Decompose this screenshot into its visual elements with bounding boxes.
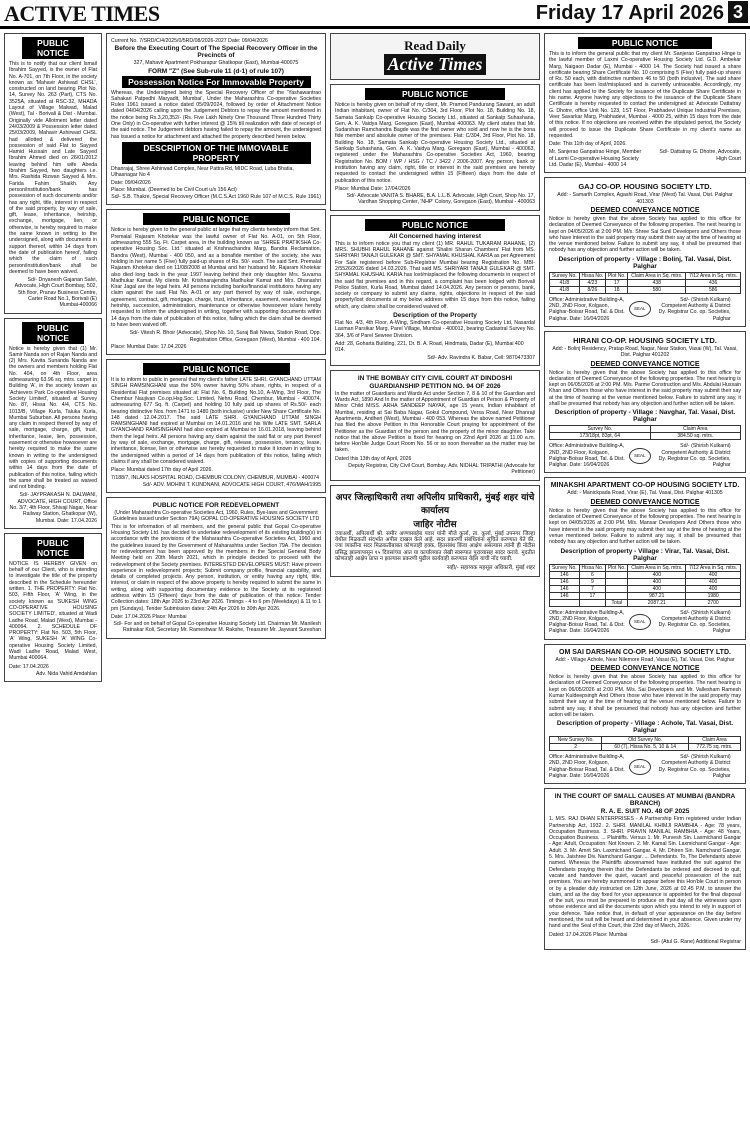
notice-form: FORM "Z" (See Sub-rule 11 (d-1) of rule 107) <box>148 67 284 75</box>
society-address: Add: - Manickpada Road, Virar (E), Tal. Vasai, Dist. Palghar 401305 <box>567 490 723 497</box>
suit-number: R. A. E. SUIT NO. 48 OF 2025 <box>600 808 690 816</box>
property-description: Dhanrajaj, Shree Ashirwad Complex, Near Pattra Rd, MIDC Road, Luba Bhatia, Ulhasnagar No 4 <box>111 165 294 179</box>
property-table <box>549 425 741 440</box>
notice-place: Place: Mumbai Date: 17.04.2026 <box>111 343 187 350</box>
table-cell: 400 <box>686 585 741 592</box>
notice-date: Date: 09/04/2026 <box>111 179 151 186</box>
society-address: Add: - Samarth Complex, Agashi Road, Virar (West) Tal. Vasai, Dist. Palghar 401303 <box>557 192 733 205</box>
table-cell: 18 <box>606 286 628 293</box>
notice-body: Notice is hereby given to the general public at large that my clients hereby inform that Smt. Premalal Rajaram Khotekar was the lawful owner of Flat No. A-01, on 5th Floor, admeasuring 555 Sq. Ft. Carpet area, in the building known as 'SHREE PRATIKSHA Co-operative Housing Soc. Ltd.' situated at Krishnachandra Marg, Bandra Reclamation, Bandra (West), Mumbai - 400 050, and as a bonafide member of the society, she was holding in her name 5 (Five) fully paid-up shares of Rs. 50/- each. The said Smt. Premalal Rajaram Khotekar died on 11/08/2008 at Mumbai and her husband Mr. Rajaram Khotekar also died long back in the year 1997 leaving behind their only daughter Mrs. Suvarna Madhukar Kamat. My clients Mr. Krishnarajendra Madhukar Kamat and Mrs. Dhanashri Kirar Jagal are the legal heirs. All persons including banks/financial institutions having any claim against the said Flat No. A-01 or any part thereof by way of sale, exchange, agreement, contract, gift, mortgage, charge, trust, inheritance, easement, reservation, legal heirship, succession, administration, maintenance or otherwise howsoever is/are hereby requested to inform the undersigned in writing, together with supporting documents within 14 days from the date of publication of this notice, failing which the claim shall be deemed to have been waived off. <box>111 227 321 328</box>
table-cell: 17 <box>579 592 605 599</box>
notice-title: PUBLIC NOTICE <box>143 363 290 375</box>
notice-subheading: 327, Mahavir Apartment Pokharapur Ghatkopar (East), Mumbai-400075 <box>133 60 299 67</box>
court-heading: IN THE COURT OF SMALL CAUSES AT MUMBAI (BANDRA BRANCH) <box>554 793 736 808</box>
table-cell: Plot No. <box>606 564 628 571</box>
notice-body: In the matter of Guardians and Wards Act under Section 7, 8 & 10 of the Guardian and Wards Act, 1890 And In the matter of Appointment of Guardian of Person & Property of Minor Child MISS. ARHA SANDEEP NAYAK, age 15 years, Indian inhabitant of Mumbai, residing at Sai Baba Nagar, Gokul Compound, Versa Road, Near Dhanraji Apartments, Andheri (West), Mumbai - 400 053. Whereas the above named Petitioner has filed the above Petition in this Honorable Court praying for appointment of the Petitioner as the Guardian of the person and the property of the minor daughter. Take notice that the above Petition is fixed for hearing on 22nd April 2026 at 11.00 a.m. before Hon'ble Judge Court Room No. 56 or so soon thereafter as the matter may be taken. <box>335 390 535 454</box>
table-cell: 2 <box>550 744 602 751</box>
notice-title: PUBLIC NOTICE <box>143 213 290 225</box>
notice-signature: Sd/- Vitesh R. Bhoir (Advocate), Shop No. 10, Suraj Bali Niwas, Station Road, Opp. Registration Office, Goregaon (West), Mumbai - 400 104. <box>129 330 321 343</box>
table-cell: Plot No. <box>606 272 628 279</box>
table-cell: 2700 <box>686 599 741 606</box>
marathi-notice <box>330 485 540 577</box>
notice-body: It is to inform to public in general that my client's father LATE SHRI. GYANCHAND UTTAM SINGH RAMSINGHANI was the 50% owner having 50% share, rights, in respect of a Residential Flat premises situated at: Flat No. 6, Building No.10, A-Wing, 3rd Floor, The Chembur Naujivan Co.op.Hsg.Soc. Limited, Nehru Road, Chembur, Mumbai - 400074, admeasuring 677 Sq. ft. (Carpet) and holding 10 fully paid up shares of Rs.50/- each bearing distinctive Nos. from 1471 to 1480 (both inclusive) under New Share Certificate No. 148 dated 12.04.2017. The said LATE SHRI. GYANCHAND UTTAM SINGH RAMSINGHANI had expired at Mumbai on 14.01.2016 and his Wife LATE SMT. SARLA GYANCHAND RAMSINGHANI had also expired at Mumbai on 16.01.2018, leaving behind them the legal heirs. All persons having any claim against the said flat or any part thereof by way of sale, exchange, mortgage, charge, gift, release, possession, tenancy, lease, inheritance, license, lien or otherwise are hereby requested to make it known in writing to the undersigned within a period of 14 days from publication of this notice, failing which claims if any shall be considered waived. <box>111 377 321 465</box>
table-cell <box>606 592 628 599</box>
property-table <box>549 272 741 294</box>
notice-body: This is for information of all members, and the general public that Gopal Co-operative Housing Society Ltd. has decided to undertake redevelopment of its existing building(s) in accordance with the provisions of the Maharashtra Co-operative Societies Act, 1960 and the guidelines issued by the Government of Maharashtra under Section 79A. The decision for redevelopment has been approved by the members in the Special General Body Meeting held on 20th March 2021, which in principle decided to proceed with the redevelopment of the Society premises. INTERESTED DEVELOPERS MUST: Have proven experience in redevelopment projects; Submit company profile, financial capability, and details of completed projects. Any person, institution, or entity having any right, title, interest, or claim in respect of the above property is hereby required to submit the same in writing, along with supporting documentary evidence to the Society at its registered address within 15 (Fifteen) days from the date of publication of this notice. Tender Collection dates: 18th Apr 2026 to 23rd Apr 2026. Timings - 4 to 6 pm (Weekdays) & 11 to 1 pm (Sundays). Tender Submission dates: 24th Apr 2026 to 30th Apr 2026. <box>111 523 321 612</box>
column-1 <box>4 33 102 1145</box>
notice-signature: Sd/- Advocate VANITA S. BHARE, B.A. L.L.B. Advocate, High Court, Shop No. 17, Vardhan Shopping Center, 'NHP' Colony, Goregaon (East), Mumbai - 400063 <box>346 193 535 206</box>
table-cell: 1980 <box>686 592 741 599</box>
table-cell: 400 <box>628 578 686 585</box>
table-cell: 146 <box>550 592 580 599</box>
table-cell: 60 (7), Hissa No. 5, 10 & 14 <box>602 744 689 751</box>
notice-title: DEEMED CONVEYANCE NOTICE <box>590 665 700 673</box>
notice-signature: Sd/- (Atul G. Rane) Additional Registrar <box>650 938 741 945</box>
notice-body: This is to inform the general public that my client Mr. Sanjerao Ganpatrao Hinge is the lawful member of Laxmi Co-operative Housing Society Ltd. G.D. Ambekar Marg, Naigaon Dadar (E), Mumbai - 4000 14. The Society had issued a share certificate bearing Share Certificate No. 10 comprising 5 (Five) fully paid-up shares of Rs. 50 each, with distinctive numbers 46 to 50 (both inclusive). The said share certificate has been lost/misplaced and is currently untraceable. Accordingly, my client has applied to the Society for issuance of the Duplicate Share Certificate in his name. Anyone having any objections to the issuance of the Duplicate Share Certificate is hereby requested to contact the undersigned at: Advocate Dattatray G. Dhotre, office Unit No. 123, 1ST Floor, Prabhadevi Unique Industrial Premises, Veer Savarkar Marg, Prabhadevi, Mumbai - 4000 25, within 15 days from the date of this notice. If no objections are received within the stipulated period, the Society will proceed to issue the Duplicate Share Certificate in my client's name as requested. <box>549 51 741 139</box>
notice-signature: Sd/- JAYPRAKASH N. DALWANI, ADVOCATE, HIGH COURT, Office No. 3/7, 4th Floor, Shivaji Nagar, Near Railway Station, Ghatkopar (W), Mumbai. Date: 17.04.2026 <box>9 492 97 524</box>
table-cell: Total <box>606 599 628 606</box>
notice-signature: Adv. Nida Vahid Amdahlan <box>36 670 97 677</box>
table-cell: 580 <box>628 286 686 293</box>
notice-subheading: All Concerned having interest <box>388 232 482 240</box>
table-cell: 8/26 <box>579 286 605 293</box>
table-cell: 2087.21 <box>628 599 686 606</box>
notice-signature: Sd/- Adv. Ravindra K. Babar, Cell: 9870473307 <box>427 354 535 361</box>
description-title: DESCRIPTION OF THE IMMOVABLE PROPERTY <box>122 142 311 164</box>
newspaper-title: ACTIVE TIMES <box>4 1 160 26</box>
property-description: Description of property - Village : Navghar, Tal. Vasai, Dist. Palghar <box>554 409 736 424</box>
notice-body: This is to inform notice you that my client (1) MR. RAHUL TUKARAM RAHANE, (2) MRS. SHUBHI RAHUL RAHANE against 'Shalini Sharan Chambers' Flat from MS. SHRIYARI TANAJI GULEKAR @ SMT. SHYAMAL KHUSHAL KARIA as per Agreement For Sale registered before Sub-Registrar Mumbai bearing Registration No. MBI-2/5526/2026 dated 14.03.2026. That said MS. SHRIYARI TANAJI GULEKAR @ SMT. SHYAMAL KHUSHAL KARIA has lost/misplaced the following documents in respect of the said flat premises and in this regard, a complaint has been lodged with Borivali Police Station, Kurla Road, Mumbai dated 14.04.2026. Any person or persons, bank, society or company to submit any claims, rights, objections in respect of the said property/lost documents at my below address within 15 days from this notice, failing which, any claims shall be considered waived off. <box>335 240 535 310</box>
notice-title: जाहिर नोटीस <box>413 519 457 530</box>
table-cell: 7 <box>579 585 605 592</box>
office-address: Office: Administrative Building-A, 2ND, 2ND Floor, Kolgaon, Palghar-Boisar Road, Tal. & Dist. Palghar. Date: 16/04/2026 <box>549 754 625 779</box>
table-cell: 7/12 Area in Sq. mtrs. <box>686 564 741 571</box>
notice-place: Place: Mumbai Date: 17/04/2026 <box>335 185 411 192</box>
notice-signature: Sd/- (Shirish Kulkarni) Competent Authority & District Dy. Registrar Co. op. Societies, Palghar <box>658 609 731 635</box>
table-cell: Claim Area in Sq. mtrs. <box>628 564 686 571</box>
public-notice <box>4 533 102 682</box>
table-cell: 6 <box>579 571 605 578</box>
notice-title: PUBLIC NOTICE <box>578 37 712 49</box>
office-address: Office: Administrative Building-A, 2ND, 2ND Floor, Kolgaon, Palghar-Boisar Road, Tal. & Dist. Palghar. Date: 16/04/2026 <box>549 609 625 635</box>
notice-body: Notice is hereby given that the above Society has applied to this office for declaration of Deemed Conveyance of the following properties. The next hearing is kept on 04/05/2026 at 2:00 PM. M/s. Mansar Developers And Others those who have interest in the said property may submit their say at the time of hearing at the venue mentioned below. Failure to submit any say, it shall be presumed that nobody has any objection and further action will be taken. <box>549 507 741 546</box>
petition-number: GUARDIANSHIP PETITION NO. 94 OF 2026 <box>369 382 501 390</box>
newspaper-ad <box>330 33 540 80</box>
property-table <box>549 564 741 607</box>
notice-body: Notice is hereby given that (1) Mr. Samir Nanda son of Rajan Nanda and (2) Mrs. Kavita Sunanda Nanda are the owners and members holding Flat No. 404, on 4th Floor, area admeasuring 63.96 sq. mtrs. carpet in Building 'A', in the society known as 'Achievers Park Co-operative Housing Society Limited', situated at Survey No. 87, Hissa No. 4/4, CTS No. 1013/B, Village Kurla, Taluka Kurla, Mumbai Suburban. All persons having any claim in respect thereof by way of sale, mortgage, charge, gift, trust, inheritance, lease, lien, possession, easement or otherwise howsoever are hereby required to make the same known in writing to the undersigned with copies of supporting documents within 14 days from the date of publication of this notice, failing which the same shall be treated as waived and not binding. <box>9 345 97 491</box>
notice-date: Date: 17.04.2026 Place: Mumbai <box>111 613 187 620</box>
notice-body: 1. M/S. RAJ DHAN ENTERPRISES - A Partnership Firm registered under Indian Partnership Act, 1932. 2. SHRI. MANILAL KHIMJI RAMBHIA - Age: 78 years, Occupation Business. 3. SHRI. PRAVIN MANILAL RAMBHIA - Age: 48 Years, Occupation Business. ... Plaintiffs. Versus 1. Mr. Purvesh Sin. Laxmichand Gangar - Age: Adult, Occupation: Not Known. 2. Mr. Kamal Sin. Laxmichand Gangar - Age: Adult. 3. Mr. Amrit Sin. Laxmichand Gangar. 4. Mr. Dhiren Sin. Namchand Gangar. 5. Mrs. Jaishree Div. Namchand Gangar. ... Defendants. To, The Defendants above named. Whereas the Plaintiffs abovenamed have instituted the suit against the Defendants praying therein that the Defendants be ordered and decreed to quit, vacate and handover the quiet, vacant and peaceful possession of the suit premises. You are hereby summoned to appear before this Hon'ble Court in person or by a pleader duly instructed on 12th June, 2026 at 02.45 P.M. to answer the claim, and as the day fixed for your appearance is appointed for the final disposal of the suit, you must be prepared to produce on that day all the witnesses upon whose evidence and all the documents upon which you intend to rely in support of your defence. Take notice that, in default of your appearance on the day before mentioned, the suit will be heard and determined in your absence. Given under my hand and the Seal of this Court, this 23rd day of March, 2026. <box>549 816 741 930</box>
public-notice <box>4 33 102 314</box>
court-notice <box>330 370 540 481</box>
seal-icon: SEAL <box>629 614 651 630</box>
table-cell: Hissa No. <box>579 564 605 571</box>
issue-date: Friday 17 April 2026 <box>535 2 724 24</box>
public-notice <box>330 84 540 211</box>
society-name: HIRANI CO-OP. HOUSING SOCIETY LTD. <box>573 335 717 345</box>
table-cell: 586 <box>686 286 741 293</box>
notice-signature: Sd/- (Shirish Kulkarni) Competent Authority & District Dy. Registrar Co. op. Societies, Palghar <box>658 296 731 322</box>
table-cell: Survey No. <box>550 426 651 433</box>
deemed-conveyance-notice <box>544 177 746 327</box>
deemed-conveyance-notice <box>544 477 746 639</box>
public-notice <box>544 33 746 173</box>
notice-address: Add: 28, Goharta Building, 221, Dr. B. A. Road, Hindmata, Dadar (E), Mumbai 400 014. <box>335 340 524 354</box>
notice-title: DEEMED CONVEYANCE NOTICE <box>590 360 700 368</box>
table-cell: 9 <box>579 578 605 585</box>
notice-heading: Before the Executing Court of The Special Recovery Officer in the Precincts of <box>114 45 318 60</box>
column-3 <box>330 33 540 1145</box>
table-cell: 146 <box>550 578 580 585</box>
table-cell: Survey No. <box>550 564 580 571</box>
notice-body: Notice is hereby given on behalf of my client, Mr. Pramod Pandurang Sawant, an adult Indian inhabitant, owner of Flat No. C/304, 3rd Floor, Plot No. 18, Building No. 18, Samata Sankalp Co-operative Housing Society Ltd., situated at Sankalp Suhashana, Gen. A. K. Vaidya Marg, Goregaon (East), Mumbai 400063. My client states that Mr. Sudarshan Ramchandra Bagde was the first owner who sold and now he is the bona fide member and absolute owner of the premises. Flat: C/304, 3rd Floor, Plot No. 18, Building No. 18, Samata Sankalp Co-operative Housing Society Ltd., situated at Sankalp Suhashana, Gen. A. K. Vaidya Marg, Goregaon (East), Mumbai - 400063, registered under the Maharashtra Co-operative Societies Act, 1960, bearing Registration No. BOM / WP / HSG / TC / 3422 / 2006-2007. Any person, bank or institution having any claim, right, title or interest in the said premises are hereby requested to contact the undersigned within 15 (Fifteen) days from the date of publication of this notice. <box>335 102 535 184</box>
possession-notice <box>106 33 326 205</box>
seal-icon: SEAL <box>629 759 651 775</box>
table-cell: 384.50 sq. mtrs. <box>650 433 740 440</box>
notice-title: PUBLIC NOTICE <box>22 37 84 59</box>
table-cell <box>606 585 628 592</box>
property-description: Flat No. 4/3, 4th Floor, A-Wing, Sindham Co-operative Housing Society Ltd, Nasardal Laxman Parsikar Marg, Parel Village, Mumbai - 400012, bearing Cadastral Survey No. 364, 3/6 of Parel Sewree Division. <box>335 320 535 339</box>
notice-title: PUBLIC NOTICE FOR REDEVELOPMENT <box>152 502 280 510</box>
table-cell: 17 <box>606 279 628 286</box>
notice-date: Date: This 11th day of April, 2026. <box>549 141 627 148</box>
table-cell: 400 <box>628 585 686 592</box>
society-address: Add: - Village Achole, Near Nilemore Road, Vasai (E), Tal. Vasai, Dist. Palghar <box>555 656 735 663</box>
table-cell: 7/12 Area in Sq. mtrs. <box>686 272 741 279</box>
table-cell: 146 <box>550 585 580 592</box>
notice-title: PUBLIC NOTICE <box>365 88 505 100</box>
court-heading: IN THE BOMBAY CITY CIVIL COURT AT DINDOSHI <box>357 374 513 382</box>
public-notice <box>106 209 326 355</box>
property-description: Description of property - Village : Bolinj, Tal. Vasai, Dist. Palghar <box>558 255 732 270</box>
table-cell: Claim Area in Sq. mtrs. <box>628 272 686 279</box>
notice-address: 7/188/7, INLAKS HOSPITAL ROAD, CHEMBUR COLONY, CHEMBUR, MUMBAI - 400074 <box>111 474 320 481</box>
notice-signature: Sd/- (Shirish Kulkarni) Competent Authority & District Dy. Registrar Co. op. Societies, Palghar <box>658 754 731 779</box>
table-cell: 400 <box>686 571 741 578</box>
notice-signature: Deputy Registrar, City Civil Court, Bombay. Adv. NIDHAL TRIPATHI (Advocate for Petitioner) <box>348 463 535 476</box>
table-cell: 400 <box>686 578 741 585</box>
notice-signature: Sd/- ADV. MOHINI T. KUNDNANI, ADVOCATE HIGH COURT, 476/MAH/1995 <box>142 481 321 488</box>
property-description: Description of property - Village : Virar, Tal. Vasai, Dist. Palghar <box>560 547 730 562</box>
table-cell: 436 <box>686 279 741 286</box>
society-name: MINAKSHI APARTMENT CO-OP HOUSING SOCIETY LTD. <box>550 482 740 490</box>
court-summons <box>544 788 746 950</box>
table-cell: New Survey No. <box>550 737 602 744</box>
notice-body: Notice is hereby given that the above Society has applied to this office for declaration of Deemed Conveyance of the following properties. The next hearing is kept on 06/05/2026 at 2:00 PM. M/s. Parme Construction and M/s. Abdulai Hussain Khan and Others those who have interest in the said property may submit their say at the time of hearing at the venue mentioned below. Failure to submit any say, it shall be presumed that nobody has any objection and further action will be taken. <box>549 369 741 407</box>
notice-signature: Sd/- For and on behalf of Gopal Co-operative Housing Society Ltd. Chairman Mr. Manilesh Ratnakar Koli, Secretary Mr. Rameshwar M. Rakshe, Treasurer Mr. Jaywant Sureshan <box>113 621 321 634</box>
table-cell: Claim Area <box>688 737 740 744</box>
notice-signature: Sd/- Dattatray G. Dhotre, Advocate, High Court <box>659 149 741 162</box>
notice-body: NOTICE IS HEREBY GIVEN on behalf of our Client, who is intending to investigate the title of the property described in the Schedule hereunder written. 1. THE PROPERTY: Flat No. 503, Fifth Floor, 'A' Wing, in the society known as 'SUKESH WING CO-OPERATIVE HOUSING SOCIETY LIMITED', situated at Wadi Ladhe Road, Malad (West), Mumbai - 400064. 2. SCHEDULE OF PROPERTY: Flat No. 503, 5th Floor, 'A' Wing, SUKESH 'A' WING Co-operative Housing Society Limited, Wadi Ladhe Road, Malad West, Mumbai 400064. <box>9 560 97 662</box>
society-name: OM SAI DARSHAN CO-OP. HOUSING SOCIETY LTD. <box>559 648 731 656</box>
notice-date: Date: 17.04.2026 <box>9 663 49 670</box>
notice-title: PUBLIC NOTICE <box>365 219 505 231</box>
table-cell: 173/18pt, 83pt, 64 <box>550 433 651 440</box>
column-4 <box>544 33 746 1145</box>
notice-signature: Sd/- (Shirish Kulkarni) Competent Authority & District Dy. Registrar Co. op. Societies, Palghar <box>658 443 731 469</box>
notice-body: This is to notify that our client Ismail Ibrahim Sayyed, is the owner of Flat No. A-701, on 7th Floor, in the society known as 'Mahavir Ashiwad CHSL', constructed on land bearing Plot No. 14, Survey No. 263 (Part), CTS No. 3525A, situated at RSC-32, MHADA Layout of Village Malwad, Malad (West), Tal - Borivali & Dist - Mumbai. Originally vide Allotment letter dated 24/03/2009 & Possession letter dated 25/03/2009, Mahavir Ashirwad CHSL had allotted & delivered the possession of said Flat to Sayyed Hamid Hussain and Late Sayyed Ibrahim Ahmed died on 26/01/2012 leaving behind him wife Abeda Ibrahim Sayyed, two daughters i.e. Mrs. Rashida Rizwan Sayyed & Mrs. Farida Fahim Shaikh. Any person/institution/bank has possession of such documents and/or has any right, title, interest in respect of the said property, by way of sale, gift, lease, inheritance, heirship, exchange, mortgage, lien, or otherwise, is hereby required to make the same known in writing to the undersigned, along with documents in support thereof, within 14 days from the date of publication hereof, failing which the claim of such person/institution/bank shall be deemed to have been waived. <box>9 61 97 275</box>
public-notice <box>106 359 326 493</box>
table-cell <box>606 578 628 585</box>
notice-body: Whereas, the Undersigned being the Special Recovery Officer of the 'Yashawantrao Sahakari Patpedhi Maryadit, Mumbai', Under the Maharashtra Co-operative Societies Rules 1961 issued a notice dated 05/09/2024, followed by order of Attachment Notice dated 04/04/2026 calling upon the Judgement Debtors to repay the amount mentioned in the notice being Rs.3,20,352/- (Rs. Five Lakh Ninety One Thousand Three Hundred Thirty One Only) in Co-operative with further interest @ 15% till realization with date of receipt of the said notice. The Judgement debtors having failed to repay the amount, the undersigned has issued a notice for attachment and attached the property described herein below. <box>111 89 321 140</box>
seal-icon: SEAL <box>629 301 651 317</box>
seal-icon: SEAL <box>629 448 651 464</box>
notice-title: PUBLIC NOTICE <box>22 322 84 344</box>
notice-body: Notice is hereby given that the above Society has applied to this office for declaration of Deemed Conveyance of the following properties. The next hearing is kept on 06/05/2026 at 2:00 PM. M/s. Sai Developers and Mr. Vallesham Ramesh Kumar Kuldeepsingh And Others those who have interest in the said property may submit their say at the time of hearing at the venue mentioned below. Failure to submit any say, it shall be presumed that nobody has any objection and further action will be taken. <box>549 674 741 718</box>
masthead <box>0 0 750 29</box>
office-address: Office: Administrative Building-A, 2ND, 2ND Floor, Kolgaon, Palghar-Boisar Road, Tal. & Dist. Palghar. Date: 16/04/2026 <box>549 443 625 469</box>
table-cell <box>579 599 605 606</box>
notice-signature: Sd/- Dnyanesh Gajanan Salvi, Advocate, High Court Bombay, 502, 5th floor, Pranav Business Centre, Carter Road No.1, Borivali (E) Mumbai-400066 <box>14 277 97 309</box>
table-cell: 146 <box>550 571 580 578</box>
page-number: 3 <box>728 1 748 23</box>
notice-title: Possession Notice For Immovable Property <box>122 76 311 88</box>
notice-title: DEEMED CONVEYANCE NOTICE <box>590 498 700 506</box>
table-cell: 400 <box>628 571 686 578</box>
table-cell: Survey No. <box>550 272 580 279</box>
table-cell: 41/8 <box>550 279 580 286</box>
table-cell: 987.21 <box>628 592 686 599</box>
notice-subheading: (Under Maharashtra Co-operative Societies Act, 1960, Rules, Bye-laws and Government Guidelines issued under Section 79A) GOPAL CO-OPERATIVE HOUSING SOCIETY LTD <box>112 510 320 523</box>
column-2 <box>106 33 326 1145</box>
table-cell: Hissa No. <box>579 272 605 279</box>
table-cell: 772.75 sq. mtrs. <box>688 744 740 751</box>
table-cell: Old Survey No. <box>602 737 689 744</box>
public-notice <box>330 215 540 366</box>
society-name: GAJ CO-OP. HOUSING SOCIETY LTD. <box>578 182 712 192</box>
notice-ref: Current No. 7/SRD/C/4/2025/0/5RD/08/2026-2027 Date: 09/04/2026 <box>111 38 268 44</box>
property-table <box>549 736 741 751</box>
notice-heading: अपर जिल्हाधिकारी तथा अपिलीय प्राधिकारी, मुंबई शहर यांचे कार्यालय <box>335 492 535 516</box>
notice-signature: सही/- सहाय्यक महसूल अधिकारी, मुंबई शहर <box>447 564 535 571</box>
deemed-conveyance-notice <box>544 644 746 785</box>
notice-date: Dated this 13th day of April, 2026 <box>335 455 412 462</box>
member-name: Mr. Sanjerao Ganpatrao Hinge, Member of Laxmi Co-operative Housing Society Ltd. Dadar (E), Mumbai - 4000 14 <box>549 149 642 169</box>
society-address: Add: - Bolinj Residency, Pratap Road, Nagar, Near Station, Vasai (W), Tal. Vasai, Dist. Palghar 401202 <box>552 345 738 359</box>
notice-body: ज्याअर्थी, अपिलार्थी श्री. समीर अण्णासाहेब पवार यांनी मौजे कुर्ला, ता. कुर्ला, मुंबई उपनगर जिल्हा येथील मिळकती संदर्भात अपील दाखल केले आहे. सदर प्रकरणी संबंधितांना सूचित करण्यात येते की, ज्या व्यक्तींना सदर मिळकतीबाबत कोणताही हक्क, हितसंबंध किंवा आक्षेप असल्यास त्यांनी ही नोटीस प्रसिद्ध झाल्यापासून १५ दिवसांच्या आत या कार्यालयात लेखी स्वरूपात पुराव्यासह सादर करावे. मुदतीत कोणताही आक्षेप प्राप्त न झाल्यास प्रकरणी पुढील कार्यवाही करण्यात येईल याची नोंद घ्यावी. <box>335 530 535 563</box>
notice-date: Dated: 17.04.2026 Place: Mumbai <box>549 931 628 938</box>
office-address: Office: Administrative Building-A, 2ND, 2ND Floor, Kolgaon, Palghar-Boisar Road, Tal. & Dist. Palghar. Date: 16/04/2026 <box>549 296 625 322</box>
ad-line-1: Read Daily <box>404 38 466 53</box>
deemed-conveyance-notice <box>544 331 746 474</box>
notice-place: Place: Mumbai. (Deemed to be Civil Court u/s 156 Act) <box>111 186 237 193</box>
table-cell: Claim Area <box>650 426 740 433</box>
table-cell: 41/8 <box>550 286 580 293</box>
redevelopment-notice <box>106 497 326 639</box>
description-title: Description of the Property <box>393 312 477 320</box>
notice-date: Place: Mumbai dated 17th day of April 2026. <box>111 467 213 474</box>
notice-title: DEEMED CONVEYANCE NOTICE <box>590 206 700 214</box>
property-description: Description of property - Village : Achole, Tal. Vasai, Dist. Palghar <box>556 720 734 735</box>
table-cell: 438 <box>628 279 686 286</box>
table-cell: 4/23 <box>579 279 605 286</box>
notice-title: PUBLIC NOTICE <box>22 537 84 559</box>
table-cell <box>550 599 580 606</box>
table-cell <box>606 571 628 578</box>
notice-body: Notice is hereby given that the above Society has applied to this office for declaration of Deemed Conveyance of the following properties. The next hearing is kept on 04/05/2026 at 2:00 PM. M/s. Shree Sai Sunil Developers and Others those who have interest in the said property may submit their say at the time of hearing at the venue mentioned below. Failure to submit any say, it shall be presumed that nobody has any objection and further action will be taken. <box>549 215 741 254</box>
ad-line-2: Active Times <box>384 54 487 75</box>
public-notice <box>4 318 102 529</box>
notice-signature: Sd/- S.B. Thakre, Special Recovery Officer (M.C.S.Act 1960 Rule 107 of M.C.S. Rule 1961) <box>111 194 321 201</box>
